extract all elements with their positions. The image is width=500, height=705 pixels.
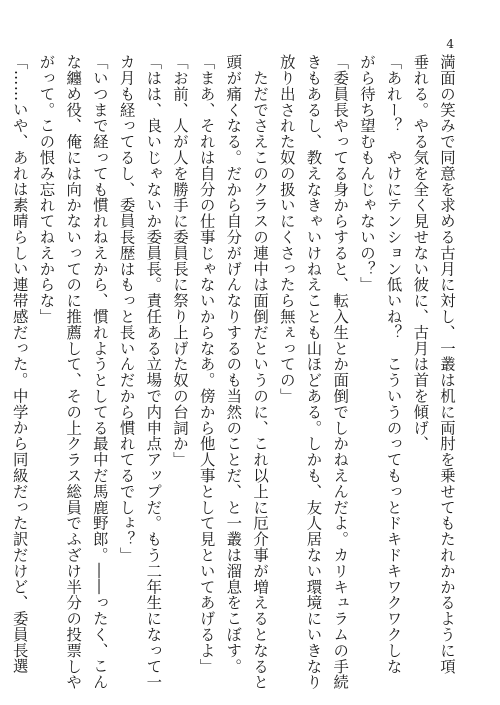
text-line: 「あれー？ やけにテンション低いね？ こういうのってもっとドキドキワクワクしな bbox=[384, 54, 403, 675]
page-number: 4 bbox=[446, 37, 454, 51]
text-line: がって。この恨み忘れてねえからな」 bbox=[37, 54, 56, 325]
text-line: ただでさえこのクラスの連中は面倒だというのに、これ以上に厄介事が増えるとなると bbox=[251, 54, 270, 690]
text-line: 満面の笑みで同意を求める古月に対し、一叢は机に両肘を乗せてもたれかかるように項 bbox=[438, 54, 456, 675]
text-line: 頭が痛くなる。だから自分がげんなりするのも当然のことだ、と一叢は溜息をこぼす。 bbox=[224, 54, 243, 675]
text-line: 垂れる。やる気を全く見せない彼に、古月は首を傾げ、 bbox=[411, 54, 430, 452]
text-line: がら待ち望むもんじゃないの？」 bbox=[357, 54, 376, 293]
text-line: きもあるし、教えなきゃいけねえことも山ほどある。しかも、友人居ない環境にいきなり bbox=[304, 54, 323, 690]
text-line: 「いつまで経っても慣れねえから、慣れようとしてる最中だ馬鹿野郎。――ったく、こん bbox=[90, 54, 109, 690]
text-line: 「はは、良いじゃないか委員長。責任ある立場で内申点アップだ。もう二年生になって一 bbox=[144, 54, 163, 690]
novel-text-body bbox=[10, 54, 460, 690]
text-line: カ月も経ってるし、委員長歴はもっと長いんだから慣れてるでしょ？」 bbox=[117, 54, 136, 563]
text-line: 「まあ、それは自分の仕事じゃないからなあ。傍から他人事として見といてあげるよ」 bbox=[197, 54, 216, 675]
text-line: 放り出された奴の扱いにくさったら無ぇっての」 bbox=[277, 54, 296, 404]
text-line: な纏め役、俺には向かないってのに推薦して、その上クラス総員でふざけ半分の投票しや bbox=[64, 54, 83, 690]
text-line: 「お前、人が人を勝手に委員長に祭り上げた奴の台詞か」 bbox=[170, 54, 189, 468]
text-line: 「委員長やってる身からすると、転入生とか面倒でしかねえんだよ。カリキュラムの手続 bbox=[331, 54, 350, 690]
text-line: 「……いや、あれは素晴らしい連帯感だった。中学から同級だった訳だけど、委員長選 bbox=[10, 54, 29, 675]
